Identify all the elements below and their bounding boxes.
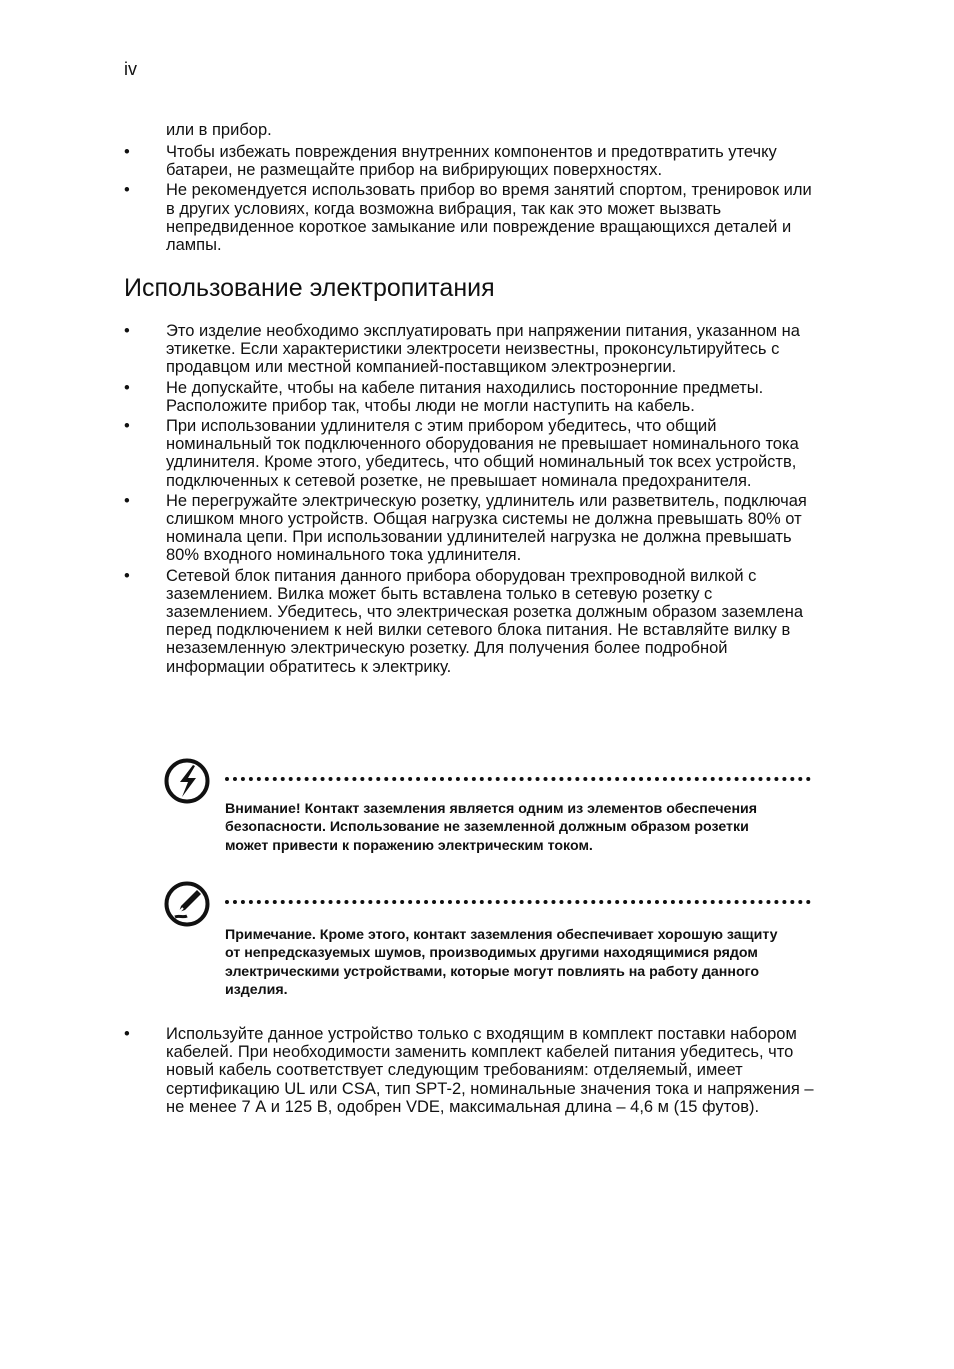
list-item [124,322,814,377]
warning-callout [163,757,811,867]
bullet-marker: • [124,417,130,436]
bullet-text: Используйте данное устройство только с входящим в комплект поставки набором кабелей. При необходимости заменить комплект кабелей питания убедитесь, что новый кабель соответствует следующим требованиям: отделяемый, имеет сертификацию UL или CSA, тип SPT-2, номинальные значения тока и напряжения – не менее 7 А и 125 В, одобрен VDE, максимальная длина – 4,6 м (15 футов). [166,1025,814,1116]
list-item [124,181,814,254]
dotted-divider [225,900,811,904]
final-bullet-list [124,1025,814,1118]
bullet-text: Чтобы избежать повреждения внутренних компонентов и предотвратить утечку батареи, не размещайте прибор на вибрирующих поверхностях. [166,143,777,180]
note-text: Примечание. Кроме этого, контакт заземления обеспечивает хорошую защиту от непредсказуемых шумов, производимых другими находящимися рядом электрическими устройствами, которые могут повлиять на работу данного изделия. [225,927,778,998]
bullet-marker: • [124,143,130,161]
bullet-marker: • [124,1025,130,1043]
bullet-text: Не перегружайте электрическую розетку, удлинитель или разветвитель, подключая слишком много устройств. Общая нагрузка системы не должна превышать 80% от номинала цепи. При использовании удлинителей нагрузка не должна превышать 80% входного номинального тока удлинителя. [166,491,807,565]
list-item [124,567,814,676]
list-item [124,379,814,415]
list-item [124,1025,814,1116]
continuation-text: или в прибор. [166,121,272,139]
bullet-marker: • [124,322,130,340]
warning-text: Внимание! Контакт заземления является одним из элементов обеспечения безопасности. Использование не заземленной должным образом розетки может привести к поражению электрическим током. [225,801,758,854]
bullet-text: Не рекомендуется использовать прибор во время занятий спортом, тренировок или в других условиях, когда возможна вибрация, так как это может вызвать непредвиденное короткое замыкание или повреждение вращающихся деталей и лампы. [166,181,812,255]
bullet-marker: • [124,181,130,200]
bullet-marker: • [124,566,130,585]
intro-bullet-list [124,143,814,256]
bullet-marker: • [124,378,130,397]
section-title: Использование электропитания [124,274,495,302]
bullet-text: Сетевой блок питания данного прибора оборудован трехпроводной вилкой с заземлением. Вилка может быть вставлена только в сетевую розетку с заземлением. Убедитесь, что электрическая розетка должным образом заземлена перед подключением к ней вилки сетевого блока питания. Не вставляйте вилку в незаземленную электрическую розетку. Для получения более подробной информации обратитесь к электрику. [166,566,804,676]
note-callout [163,880,811,1010]
power-bullet-list [124,322,814,678]
warning-lightning-icon [163,757,211,805]
list-item [124,143,814,179]
bullet-text: Это изделие необходимо эксплуатировать при напряжении питания, указанном на этикетке. Если характеристики электросети неизвестны, проконсультируйтесь с продавцом или местной компанией-поставщиком электроэнергии. [166,322,800,377]
bullet-text: Не допускайте, чтобы на кабеле питания находились посторонние предметы. Расположите прибор так, чтобы люди не могли наступить на кабель. [166,378,764,415]
note-pen-icon [163,880,211,928]
list-item [124,492,814,565]
dotted-divider [225,777,811,781]
list-item [124,417,814,490]
bullet-marker: • [124,491,130,510]
bullet-text: При использовании удлинителя с этим прибором убедитесь, что общий номинальный ток подключенного оборудования не превышает номинального тока удлинителя. Кроме этого, убедитесь, что общий номинальный ток всех устройств, подключенных к сетевой розетке, не превышает номинала предохранителя. [166,417,799,490]
page-number: iv [124,59,137,79]
